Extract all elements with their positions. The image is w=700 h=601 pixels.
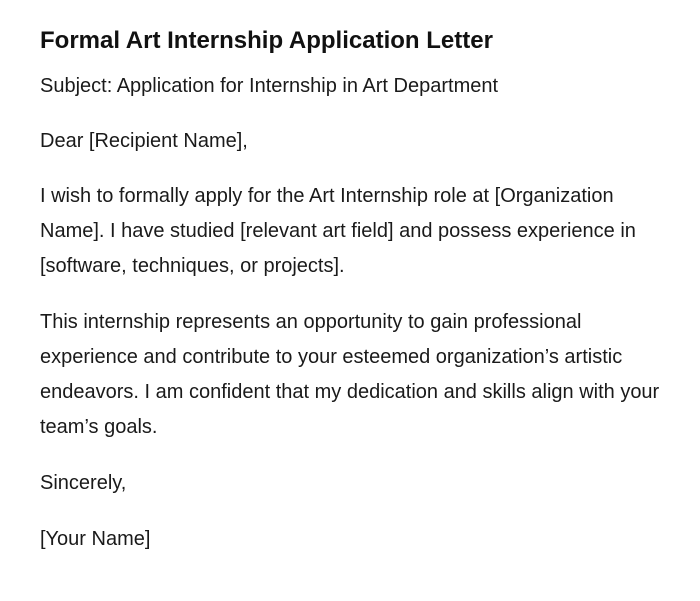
letter-subject: Subject: Application for Internship in Art Department xyxy=(40,75,499,97)
letter-body-paragraph: This internship represents an opportunity to gain professional experience and contribute to your esteemed organization’s artistic endeavors. I am confident that my dedication and skills align with your team’s goals. xyxy=(40,311,660,438)
letter-signature: [Your Name] xyxy=(40,528,151,550)
letter-title: Formal Art Internship Application Letter xyxy=(40,27,493,54)
letter-closing: Sincerely, xyxy=(40,472,127,494)
letter-body-paragraph: I wish to formally apply for the Art Internship role at [Organization Name]. I have studied [relevant art field] and possess experience in [software, techniques, or projects]. xyxy=(40,185,636,277)
letter-greeting: Dear [Recipient Name], xyxy=(40,130,248,152)
